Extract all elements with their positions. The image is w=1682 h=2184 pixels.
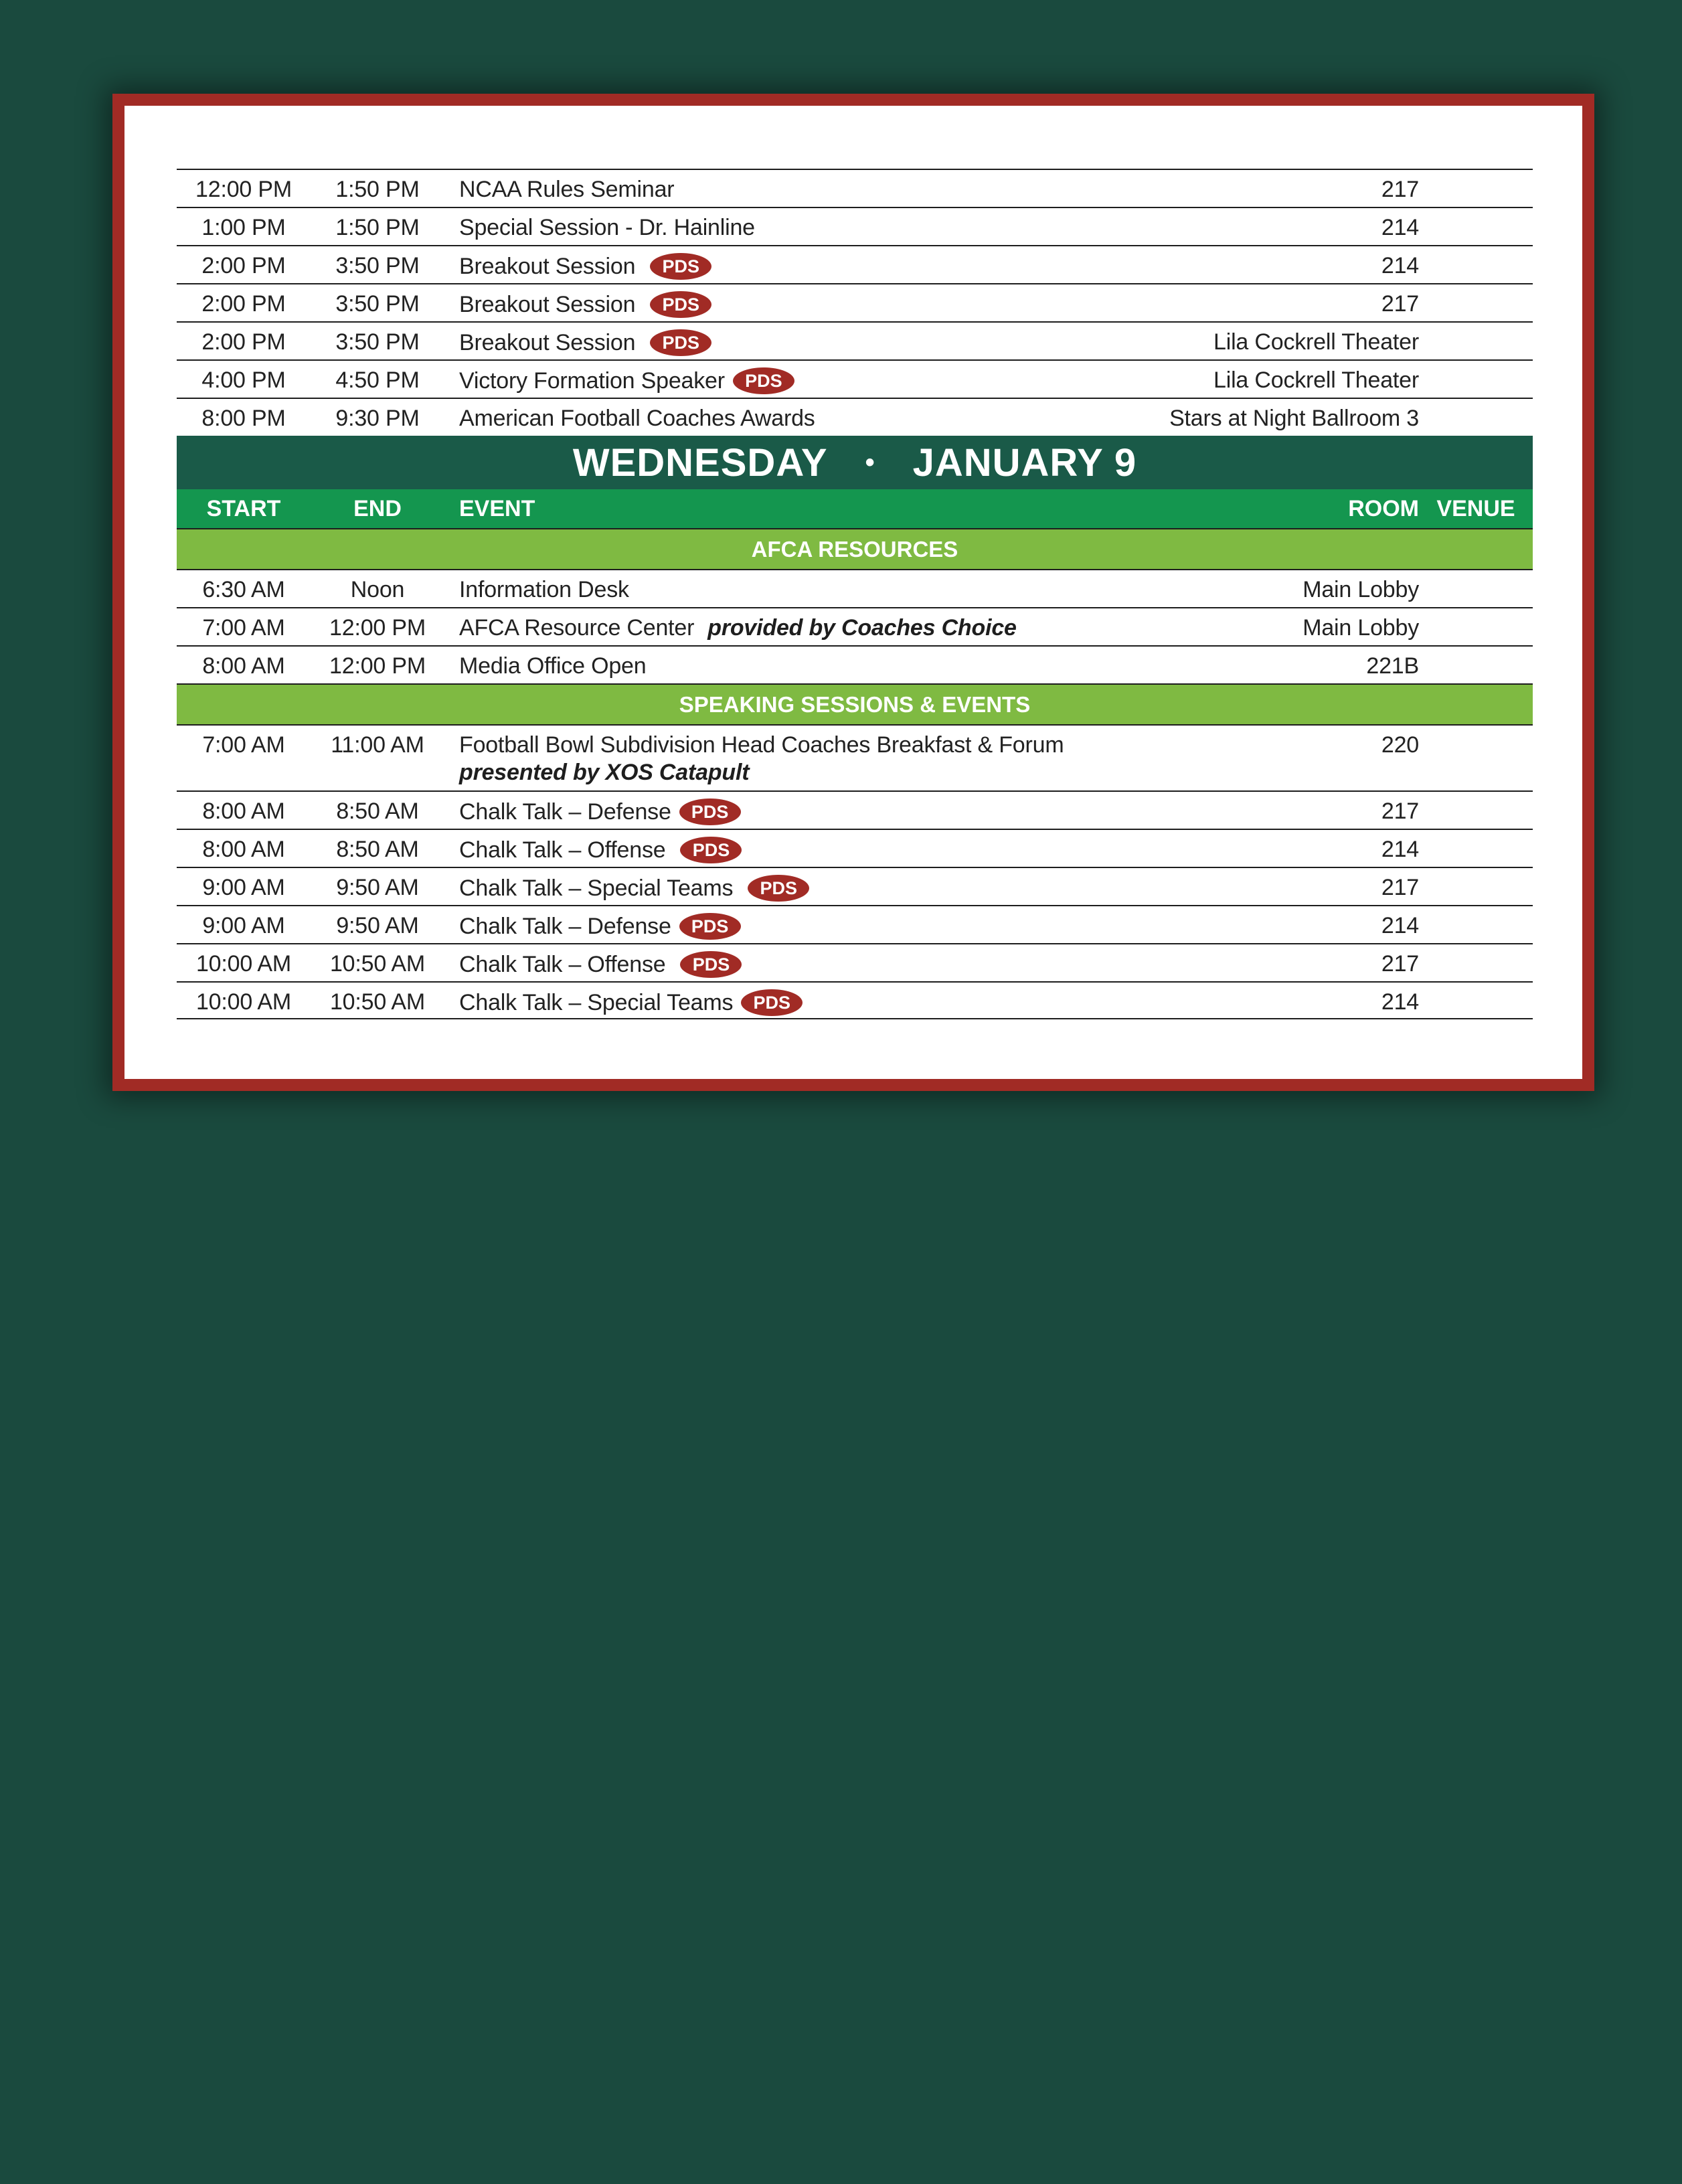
event-label: AFCA Resource Center <box>459 615 695 641</box>
end-time: Noon <box>350 577 405 602</box>
event-name <box>444 913 1084 940</box>
room: 214 <box>1381 837 1419 862</box>
event-label: Breakout Session <box>459 291 636 317</box>
room: 214 <box>1381 989 1419 1015</box>
end-time: 12:00 PM <box>329 615 426 641</box>
event-name <box>444 653 1084 679</box>
table-row <box>177 283 1533 321</box>
sponsor-note: presented by XOS Catapult <box>459 760 750 785</box>
day-name: WEDNESDAY <box>572 440 828 485</box>
schedule-card <box>112 94 1594 1091</box>
start-time: 4:00 PM <box>201 367 286 393</box>
end-time: 1:50 PM <box>335 215 420 240</box>
banner-separator: • <box>865 447 875 477</box>
table-row <box>177 867 1533 905</box>
event-label: Football Bowl Subdivision Head Coaches Breakfast & Forum <box>459 732 1064 758</box>
end-time: 9:30 PM <box>335 406 420 431</box>
table-row <box>177 169 1533 207</box>
room: 217 <box>1381 951 1419 977</box>
start-time: 10:00 AM <box>195 951 292 977</box>
event-name <box>444 367 1084 394</box>
room: 214 <box>1381 215 1419 240</box>
event-name <box>444 329 1084 356</box>
column-header-start: START <box>206 495 281 521</box>
room: 214 <box>1381 253 1419 278</box>
end-time: 3:50 PM <box>335 291 420 317</box>
pds-badge: PDS <box>748 875 809 902</box>
room: Lila Cockrell Theater <box>1213 329 1419 355</box>
start-time: 7:00 AM <box>202 615 285 641</box>
event-label: Chalk Talk – Offense <box>459 951 666 977</box>
table-row <box>177 724 1533 790</box>
table-row <box>177 359 1533 398</box>
pds-badge: PDS <box>679 913 741 940</box>
room: 217 <box>1381 291 1419 317</box>
event-label: Special Session - Dr. Hainline <box>459 215 755 240</box>
table-row <box>177 245 1533 283</box>
event-name <box>444 989 1084 1016</box>
pds-badge: PDS <box>741 989 803 1016</box>
event-name <box>444 215 1084 241</box>
start-time: 2:00 PM <box>201 253 286 278</box>
table-row <box>177 905 1533 943</box>
table-row <box>177 645 1533 683</box>
room: Main Lobby <box>1302 577 1419 602</box>
event-label: Chalk Talk – Defense <box>459 913 671 939</box>
end-time: 8:50 AM <box>336 837 419 862</box>
event-label: NCAA Rules Seminar <box>459 177 675 202</box>
table-row <box>177 398 1533 436</box>
event-label: Breakout Session <box>459 329 636 355</box>
event-name <box>444 732 1084 786</box>
end-time: 9:50 AM <box>336 875 419 900</box>
start-time: 2:00 PM <box>201 329 286 355</box>
event-name <box>444 253 1084 280</box>
column-header-row <box>177 489 1533 528</box>
end-time: 11:00 AM <box>331 732 424 758</box>
column-header-venue: VENUE <box>1436 495 1515 521</box>
end-time: 10:50 AM <box>329 951 426 977</box>
event-name <box>444 406 1084 432</box>
pds-badge: PDS <box>733 367 794 394</box>
end-time: 12:00 PM <box>329 653 426 679</box>
column-header-room: ROOM <box>1348 495 1419 521</box>
table-row <box>177 607 1533 645</box>
start-time: 12:00 PM <box>195 177 292 202</box>
room: Main Lobby <box>1302 615 1419 641</box>
pds-badge: PDS <box>679 799 741 825</box>
pds-badge: PDS <box>650 291 711 318</box>
event-name <box>444 951 1084 978</box>
event-name <box>444 577 1084 603</box>
pds-badge: PDS <box>680 951 742 978</box>
start-time: 2:00 PM <box>201 291 286 317</box>
room: Lila Cockrell Theater <box>1213 367 1419 393</box>
room: 217 <box>1381 875 1419 900</box>
end-time: 1:50 PM <box>335 177 420 202</box>
day-date: JANUARY 9 <box>912 440 1137 485</box>
event-name <box>444 799 1084 825</box>
day-banner <box>177 436 1533 489</box>
end-time: 9:50 AM <box>336 913 419 938</box>
event-label: Breakout Session <box>459 253 636 279</box>
room: Stars at Night Ballroom 3 <box>1169 406 1419 431</box>
column-header-event: EVENT <box>459 495 535 521</box>
end-time: 8:50 AM <box>336 799 419 824</box>
start-time: 7:00 AM <box>202 732 285 758</box>
schedule-table <box>177 169 1533 1019</box>
table-row <box>177 207 1533 245</box>
table-row <box>177 569 1533 607</box>
end-time: 3:50 PM <box>335 329 420 355</box>
event-label: Chalk Talk – Defense <box>459 799 671 825</box>
table-row <box>177 981 1533 1019</box>
event-label: Victory Formation Speaker <box>459 367 725 394</box>
start-time: 8:00 AM <box>202 653 285 679</box>
room: 214 <box>1381 913 1419 938</box>
pds-badge: PDS <box>650 253 711 280</box>
table-row <box>177 829 1533 867</box>
event-label: American Football Coaches Awards <box>459 406 815 431</box>
room: 220 <box>1381 732 1419 758</box>
section-header-speaking: SPEAKING SESSIONS & EVENTS <box>177 683 1533 724</box>
event-name <box>444 177 1084 203</box>
start-time: 9:00 AM <box>202 913 285 938</box>
event-label: Chalk Talk – Special Teams <box>459 989 734 1015</box>
start-time: 8:00 AM <box>202 837 285 862</box>
event-label: Chalk Talk – Offense <box>459 837 666 863</box>
table-row <box>177 790 1533 829</box>
event-label: Media Office Open <box>459 653 647 679</box>
room: 217 <box>1381 177 1419 202</box>
start-time: 10:00 AM <box>195 989 292 1015</box>
event-label: Chalk Talk – Special Teams <box>459 875 734 901</box>
room: 217 <box>1381 799 1419 824</box>
sponsor-note: provided by Coaches Choice <box>707 615 1017 641</box>
start-time: 9:00 AM <box>202 875 285 900</box>
end-time: 3:50 PM <box>335 253 420 278</box>
pds-badge: PDS <box>680 837 742 863</box>
pds-badge: PDS <box>650 329 711 356</box>
event-name <box>444 615 1084 641</box>
column-header-end: END <box>353 495 402 521</box>
table-row <box>177 321 1533 359</box>
event-name <box>444 875 1084 902</box>
end-time: 4:50 PM <box>335 367 420 393</box>
section-header-resources: AFCA RESOURCES <box>177 528 1533 569</box>
start-time: 6:30 AM <box>202 577 285 602</box>
start-time: 1:00 PM <box>201 215 286 240</box>
event-name <box>444 291 1084 318</box>
room: 221B <box>1366 653 1419 679</box>
event-label: Information Desk <box>459 577 629 602</box>
start-time: 8:00 AM <box>202 799 285 824</box>
event-name <box>444 837 1084 863</box>
end-time: 10:50 AM <box>329 989 426 1015</box>
table-row <box>177 943 1533 981</box>
start-time: 8:00 PM <box>201 406 286 431</box>
